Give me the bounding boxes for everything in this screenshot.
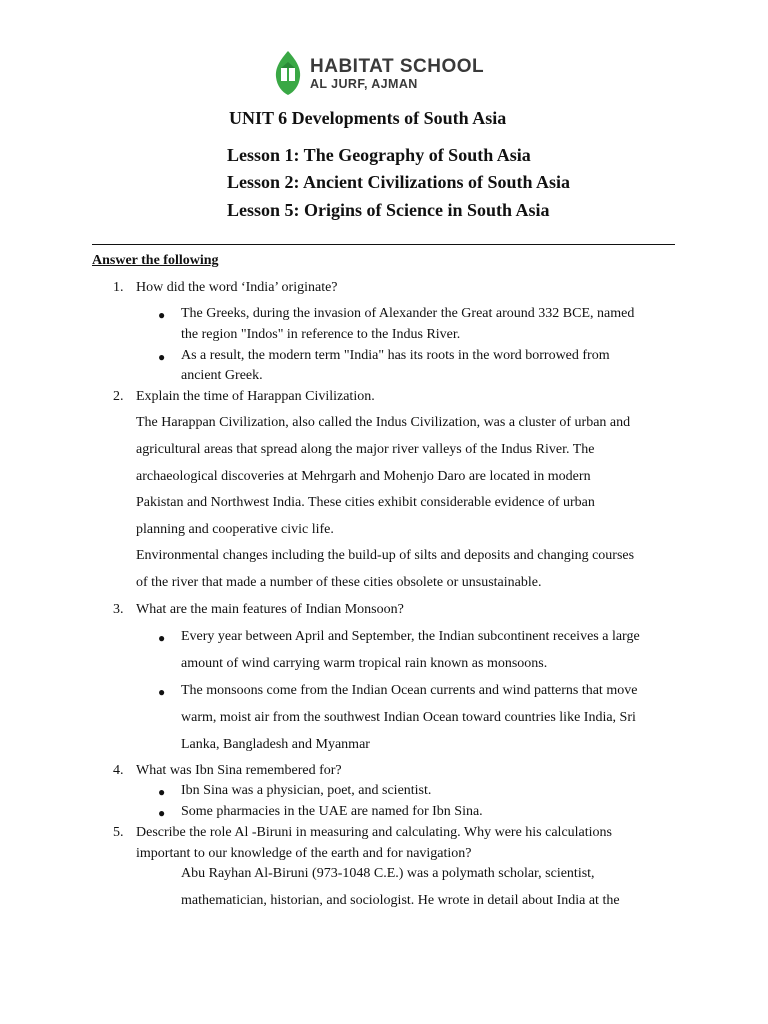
answer-bullet-line: The Greeks, during the invasion of Alexander the Great around 332 BCE, named xyxy=(181,306,635,321)
school-logo xyxy=(272,50,502,98)
answer-bullet-line: amount of wind carrying warm tropical rain known as monsoons. xyxy=(181,656,548,671)
lesson-title: Lesson 2: Ancient Civilizations of South Asia xyxy=(227,172,571,192)
answer-paragraph-line: planning and cooperative civic life. xyxy=(136,522,334,537)
answer-bullet-line: As a result, the modern term "India" has its roots in the word borrowed from xyxy=(181,348,610,363)
bullet-icon: ● xyxy=(158,785,166,799)
answer-paragraph-line: of the river that made a number of these cities obsolete or unsustainable. xyxy=(136,575,542,590)
answer-bullet-line: Lanka, Bangladesh and Myanmar xyxy=(181,737,370,752)
answer-paragraph-line: agricultural areas that spread along the major river valleys of the Indus River. The xyxy=(136,442,595,457)
bullet-icon: ● xyxy=(158,350,166,364)
question-text: important to our knowledge of the earth and for navigation? xyxy=(136,846,472,861)
school-crest-icon xyxy=(272,50,304,96)
bullet-icon: ● xyxy=(158,685,166,699)
question-number: 2. xyxy=(113,389,124,404)
bullet-icon: ● xyxy=(158,631,166,645)
question-text: Explain the time of Harappan Civilization. xyxy=(136,389,375,404)
answer-paragraph-line: The Harappan Civilization, also called the Indus Civilization, was a cluster of urban and xyxy=(136,415,631,430)
question-number: 1. xyxy=(113,280,124,295)
answer-bullet-line: Ibn Sina was a physician, poet, and scientist. xyxy=(181,783,432,798)
horizontal-divider xyxy=(92,244,675,245)
question-text: What was Ibn Sina remembered for? xyxy=(136,763,342,778)
answer-paragraph-line: archaeological discoveries at Mehrgarh and Mohenjo Daro are located in modern xyxy=(136,469,591,484)
question-number: 3. xyxy=(113,602,124,617)
answer-bullet-line: The monsoons come from the Indian Ocean currents and wind patterns that move xyxy=(181,683,638,698)
bullet-icon: ● xyxy=(158,806,166,820)
bullet-icon: ● xyxy=(158,308,166,322)
lesson-title: Lesson 5: Origins of Science in South Asia xyxy=(227,200,550,220)
question-text: What are the main features of Indian Monsoon? xyxy=(136,602,404,617)
question-number: 4. xyxy=(113,763,124,778)
answer-bullet-line: ancient Greek. xyxy=(181,368,263,383)
answer-bullet-line: the region "Indos" in reference to the Indus River. xyxy=(181,327,461,342)
section-heading: Answer the following xyxy=(92,253,219,268)
question-text: How did the word ‘India’ originate? xyxy=(136,280,338,295)
school-name: HABITAT SCHOOL xyxy=(310,56,485,77)
question-number: 5. xyxy=(113,825,124,840)
answer-paragraph-line: Pakistan and Northwest India. These cities exhibit considerable evidence of urban xyxy=(136,495,595,510)
answer-bullet-line: Some pharmacies in the UAE are named for Ibn Sina. xyxy=(181,804,483,819)
lesson-title: Lesson 1: The Geography of South Asia xyxy=(227,145,531,165)
school-location: AL JURF, AJMAN xyxy=(310,77,418,91)
answer-bullet-line: Every year between April and September, the Indian subcontinent receives a large xyxy=(181,629,640,644)
answer-paragraph-line: mathematician, historian, and sociologist. He wrote in detail about India at the xyxy=(181,893,620,908)
question-text: Describe the role Al -Biruni in measuring and calculating. Why were his calculations xyxy=(136,825,612,840)
answer-paragraph-line: Abu Rayhan Al-Biruni (973-1048 C.E.) was a polymath scholar, scientist, xyxy=(181,866,595,881)
answer-bullet-line: warm, moist air from the southwest Indian Ocean toward countries like India, Sri xyxy=(181,710,636,725)
answer-paragraph-line: Environmental changes including the build-up of silts and deposits and changing courses xyxy=(136,548,635,563)
unit-title: UNIT 6 Developments of South Asia xyxy=(229,108,507,128)
